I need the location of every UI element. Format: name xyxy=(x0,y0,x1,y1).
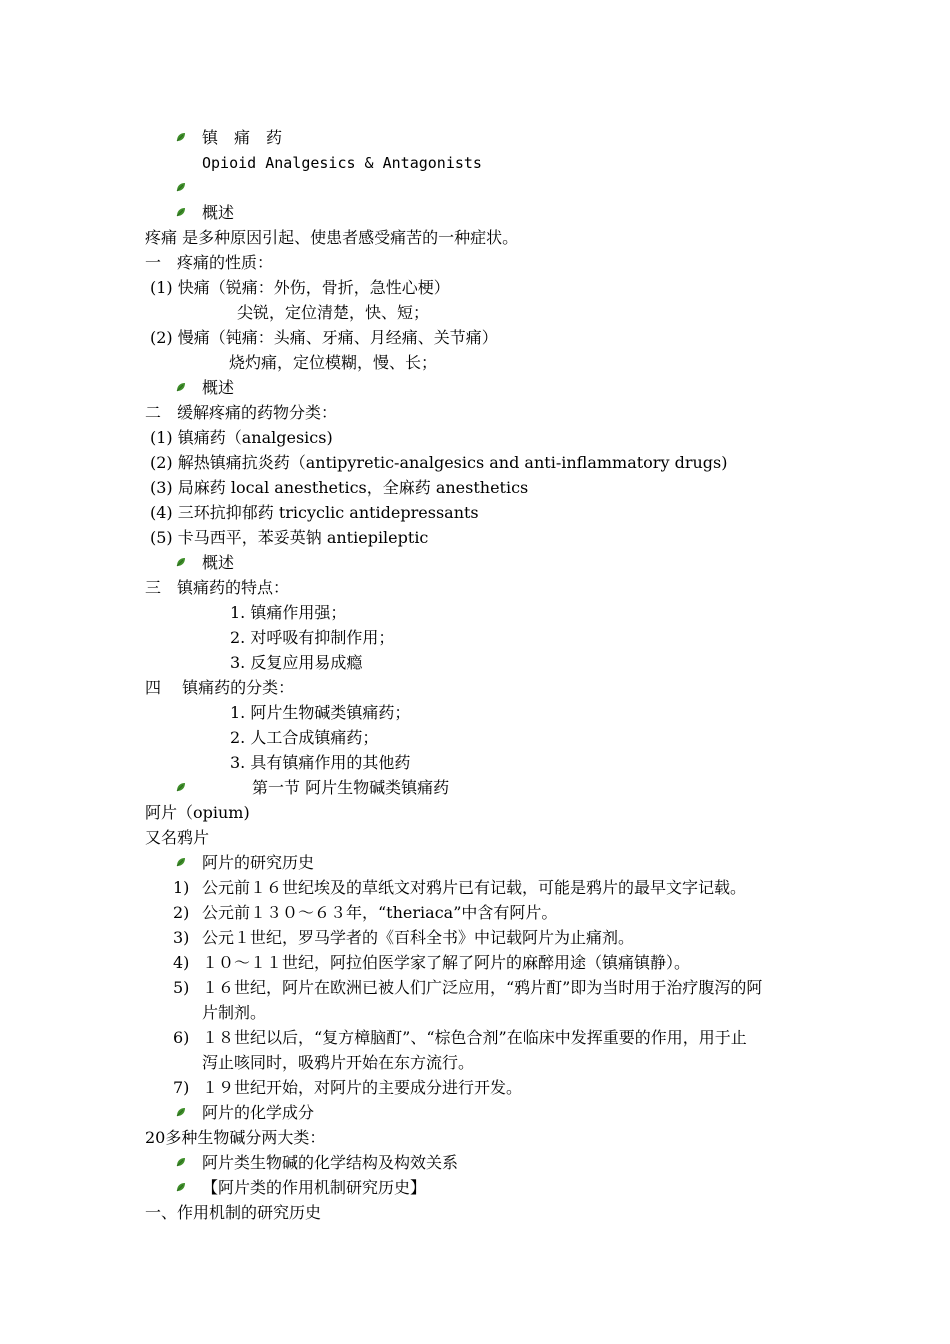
leaf-bullet-icon xyxy=(175,381,187,393)
leaf-bullet-icon xyxy=(175,1106,187,1118)
chemistry-title: 阿片的化学成分 xyxy=(202,1103,315,1122)
section1-item1-detail: 尖锐，定位清楚，快、短； xyxy=(237,303,430,322)
mechanism-title: 【阿片类的作用机制研究历史】 xyxy=(202,1178,427,1197)
history-title: 阿片的研究历史 xyxy=(202,853,315,872)
leaf-bullet-icon xyxy=(175,556,187,568)
history-number: 6) xyxy=(173,1028,190,1047)
history-number: 2) xyxy=(173,903,190,922)
history-item-line: １８世纪以后，“复方樟脑酊”、“棕色合剂”在临床中发挥重要的作用，用于止 xyxy=(202,1028,747,1047)
overview-heading: 概述 xyxy=(202,203,235,222)
leaf-bullet-icon xyxy=(175,131,187,143)
leaf-bullet-icon xyxy=(175,181,187,193)
section3-item: 2. 对呼吸有抑制作用； xyxy=(230,628,395,647)
leaf-bullet-icon xyxy=(175,856,187,868)
section2-item: (3) 局麻药 local anesthetics，全麻药 anesthetics xyxy=(150,478,529,497)
overview-heading: 概述 xyxy=(202,378,235,397)
leaf-bullet-icon xyxy=(175,781,187,793)
section2-title: 二 缓解疼痛的药物分类： xyxy=(145,403,338,422)
section1-item2-detail: 烧灼痛，定位模糊，慢、长； xyxy=(229,353,438,372)
history-number: 3) xyxy=(173,928,190,947)
history-item-line: １０～１１世纪，阿拉伯医学家了解了阿片的麻醉用途（镇痛镇静）。 xyxy=(202,953,691,972)
section2-item: (4) 三环抗抑郁药 tricyclic antidepressants xyxy=(150,503,479,522)
leaf-bullet-icon xyxy=(175,1156,187,1168)
section1-item2: (2) 慢痛（钝痛：头痛、牙痛、月经痛、关节痛） xyxy=(150,328,498,347)
section1-title: 一 疼痛的性质： xyxy=(145,253,274,272)
section4-item: 2. 人工合成镇痛药； xyxy=(230,728,379,747)
section2-item: (1) 镇痛药（analgesics) xyxy=(150,428,333,447)
history-item-line: 公元前１３０～６３年，“theriaca”中含有阿片。 xyxy=(202,903,558,922)
leaf-bullet-icon xyxy=(175,1181,187,1193)
history-item-line: 公元１世纪，罗马学者的《百科全书》中记载阿片为止痛剂。 xyxy=(202,928,635,947)
history-item-line: 公元前１６世纪埃及的草纸文对鸦片已有记载，可能是鸦片的最早文字记载。 xyxy=(202,878,747,897)
opium-name: 阿片（opium) xyxy=(145,803,250,822)
heading-title: 镇 痛 药 xyxy=(202,128,283,147)
history-number: 5) xyxy=(173,978,190,997)
heading-subtitle: Opioid Analgesics & Antagonists xyxy=(202,154,482,172)
section2-item: (2) 解热镇痛抗炎药（antipyretic-analgesics and anti-inflammatory drugs) xyxy=(150,453,728,472)
alkaloid-text: 20多种生物碱分两大类： xyxy=(145,1128,326,1147)
section4-title: 四 镇痛药的分类： xyxy=(145,678,295,697)
chapter1-title: 第一节 阿片生物碱类镇痛药 xyxy=(252,778,450,797)
section4-item: 3. 具有镇痛作用的其他药 xyxy=(230,753,411,772)
history-number: 7) xyxy=(173,1078,190,1097)
structure-title: 阿片类生物碱的化学结构及构效关系 xyxy=(202,1153,459,1172)
history-number: 1) xyxy=(173,878,190,897)
history-item-line: 片制剂。 xyxy=(202,1003,267,1022)
history-item-line: １６世纪，阿片在欧洲已被人们广泛应用，“鸦片酊”即为当时用于治疗腹泻的阿 xyxy=(202,978,763,997)
leaf-bullet-icon xyxy=(175,206,187,218)
mechanism-section: 一、作用机制的研究历史 xyxy=(145,1203,322,1222)
section3-item: 3. 反复应用易成瘾 xyxy=(230,653,363,672)
pain-definition: 疼痛 是多种原因引起、使患者感受痛苦的一种症状。 xyxy=(145,228,519,247)
section4-item: 1. 阿片生物碱类镇痛药； xyxy=(230,703,411,722)
section3-title: 三 镇痛药的特点： xyxy=(145,578,290,597)
history-number: 4) xyxy=(173,953,190,972)
section2-item: (5) 卡马西平，苯妥英钠 antiepileptic xyxy=(150,528,429,547)
opium-alias: 又名鸦片 xyxy=(145,828,210,847)
section3-item: 1. 镇痛作用强； xyxy=(230,603,347,622)
section1-item1: (1) 快痛（锐痛：外伤，骨折，急性心梗） xyxy=(150,278,450,297)
history-item-line: 泻止咳同时，吸鸦片开始在东方流行。 xyxy=(202,1053,475,1072)
history-item-line: １９世纪开始，对阿片的主要成分进行开发。 xyxy=(202,1078,523,1097)
overview-heading: 概述 xyxy=(202,553,235,572)
